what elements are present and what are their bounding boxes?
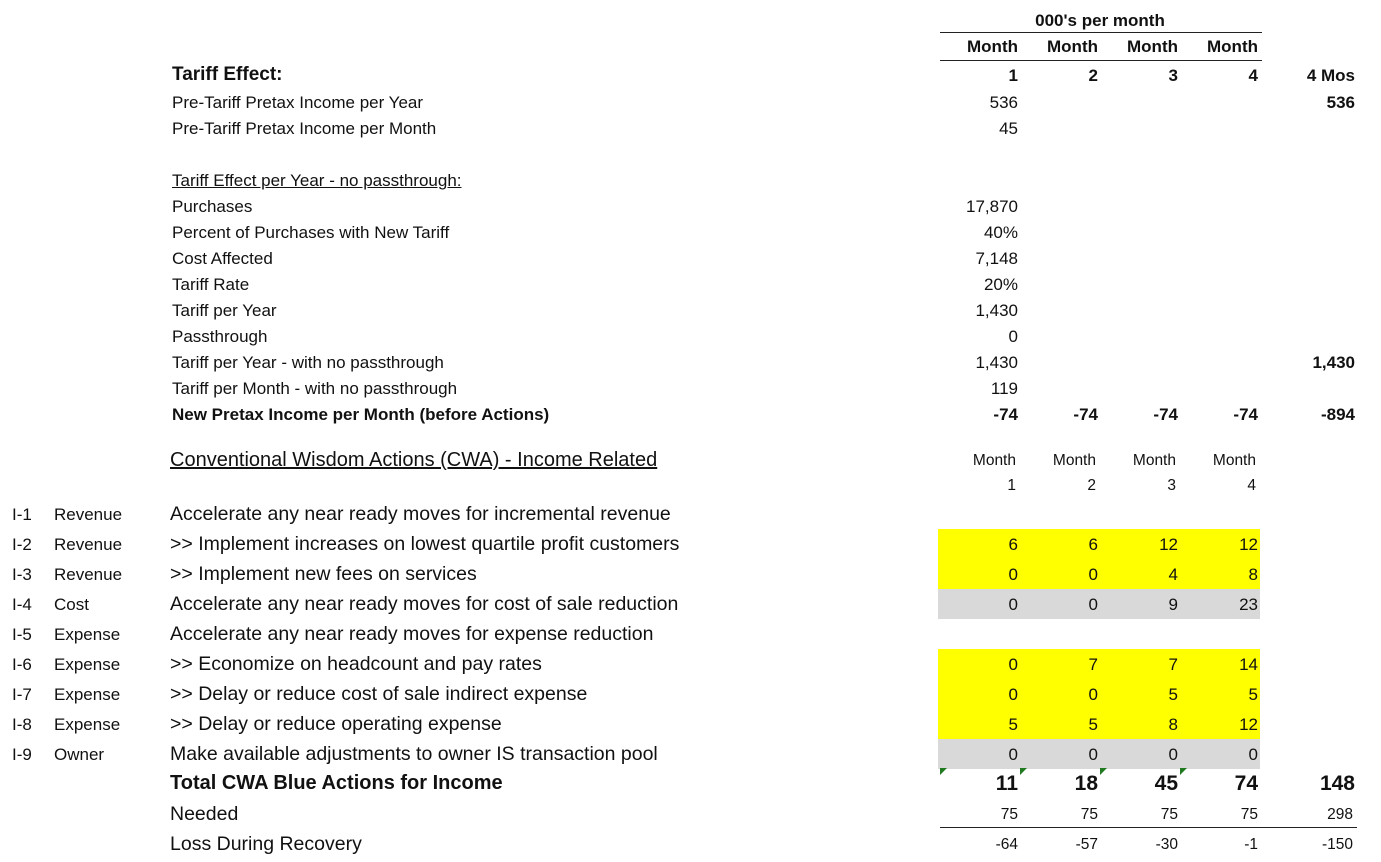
row-label: Pre-Tariff Pretax Income per Year: [172, 93, 424, 112]
action-id: I-4: [12, 595, 32, 614]
loss-divider: [940, 827, 1357, 828]
month-number-4: 4: [1248, 66, 1258, 85]
needed-cell: 75: [1080, 806, 1098, 823]
input-cell[interactable]: 0: [1008, 595, 1018, 614]
action-id: I-3: [12, 565, 32, 584]
action-category: Expense: [54, 655, 121, 674]
action-category: Revenue: [54, 535, 123, 554]
month-header-underline: [940, 60, 1262, 61]
needed-cell: 75: [1160, 806, 1178, 823]
input-cell[interactable]: 5: [1248, 685, 1258, 704]
cell-value: 536: [989, 93, 1018, 112]
new-pretax-label: New Pretax Income per Month (before Actions): [172, 405, 550, 424]
cwa-month-number-3: 3: [1167, 477, 1176, 494]
month-header-2: Month: [1047, 37, 1098, 56]
action-category: Revenue: [54, 565, 123, 584]
loss-cell: -1: [1244, 836, 1258, 853]
month-header-4: Month: [1207, 37, 1258, 56]
cell-value: 40%: [983, 223, 1018, 242]
cell-value: 0: [1008, 327, 1018, 346]
action-label: >> Delay or reduce cost of sale indirect expense: [170, 683, 588, 705]
input-cell[interactable]: 0: [1008, 565, 1018, 584]
input-cell[interactable]: 0: [1168, 745, 1178, 764]
action-id: I-6: [12, 655, 32, 674]
input-cell[interactable]: 8: [1168, 715, 1178, 734]
total-cell: 74: [1234, 772, 1258, 795]
group-header-label: 000's per month: [1035, 11, 1165, 30]
total-cell: 18: [1074, 772, 1098, 795]
input-cell[interactable]: 0: [1088, 745, 1098, 764]
action-label: Accelerate any near ready moves for cost of sale reduction: [170, 593, 679, 615]
month-number-3: 3: [1168, 66, 1178, 85]
needed-cell: 75: [1240, 806, 1258, 823]
input-cell[interactable]: 6: [1008, 535, 1018, 554]
input-cell[interactable]: 0: [1008, 745, 1018, 764]
loss-cell: -30: [1155, 836, 1178, 853]
cwa-month-header-1: Month: [972, 452, 1016, 469]
input-cell[interactable]: 0: [1008, 685, 1018, 704]
loss-cell: -57: [1075, 836, 1098, 853]
input-cell[interactable]: 12: [1159, 535, 1178, 554]
action-id: I-8: [12, 715, 32, 734]
row-label: Cost Affected: [172, 249, 273, 268]
cwa-month-header-4: Month: [1212, 452, 1256, 469]
cell-value: 7,148: [975, 249, 1018, 268]
row-label: Percent of Purchases with New Tariff: [172, 223, 450, 242]
input-cell[interactable]: 14: [1239, 655, 1258, 674]
action-id: I-1: [12, 505, 32, 524]
action-label: Make available adjustments to owner IS transaction pool: [170, 743, 658, 765]
action-id: I-9: [12, 745, 32, 764]
input-cell[interactable]: 0: [1088, 685, 1098, 704]
loss-cell: -150: [1321, 836, 1353, 853]
needed-label: Needed: [170, 803, 239, 825]
action-category: Expense: [54, 715, 121, 734]
month-header-1: Month: [967, 37, 1018, 56]
action-label: >> Economize on headcount and pay rates: [170, 653, 542, 675]
input-cell[interactable]: 12: [1239, 535, 1258, 554]
action-category: Expense: [54, 685, 121, 704]
row-label: Passthrough: [172, 327, 268, 346]
row-label: Purchases: [172, 197, 253, 216]
month-header-3: Month: [1127, 37, 1178, 56]
row-label: Pre-Tariff Pretax Income per Month: [172, 119, 437, 138]
needed-cell: 75: [1000, 806, 1018, 823]
cell-value: 1,430: [975, 301, 1018, 320]
row-label: Tariff per Month - with no passthrough: [172, 379, 458, 398]
action-id: I-7: [12, 685, 32, 704]
total-cell: 148: [1319, 772, 1355, 795]
cell-value: 20%: [983, 275, 1018, 294]
needed-cell: 298: [1327, 806, 1353, 823]
total-cell: 45: [1154, 772, 1178, 795]
cell-value: -74: [993, 405, 1018, 424]
row-label: Tariff per Year: [172, 301, 277, 320]
cell-value: 1,430: [975, 353, 1018, 372]
input-cell[interactable]: 7: [1088, 655, 1098, 674]
input-cell[interactable]: 4: [1168, 565, 1178, 584]
action-id: I-2: [12, 535, 32, 554]
action-label: >> Implement increases on lowest quartile profit customers: [170, 533, 680, 555]
total-cwa-label: Total CWA Blue Actions for Income: [170, 772, 503, 794]
cell-value: 45: [999, 119, 1018, 138]
input-cell[interactable]: 5: [1168, 685, 1178, 704]
month-number-1: 1: [1008, 66, 1018, 85]
row-label: Tariff Rate: [172, 275, 250, 294]
tariff-effect-title: Tariff Effect:: [172, 64, 283, 85]
cwa-month-number-1: 1: [1007, 477, 1016, 494]
cell-total: 1,430: [1312, 353, 1355, 372]
cell-value: -74: [1073, 405, 1098, 424]
cwa-month-number-2: 2: [1087, 477, 1096, 494]
action-label: >> Implement new fees on services: [170, 563, 477, 585]
input-cell[interactable]: 5: [1008, 715, 1018, 734]
input-cell[interactable]: 5: [1088, 715, 1098, 734]
input-cell[interactable]: 8: [1248, 565, 1258, 584]
cell-value: 119: [990, 379, 1018, 398]
action-category: Owner: [54, 745, 105, 764]
input-cell[interactable]: 9: [1168, 595, 1178, 614]
action-label: Accelerate any near ready moves for incremental revenue: [170, 503, 671, 525]
input-cell[interactable]: 12: [1239, 715, 1258, 734]
loss-label: Loss During Recovery: [170, 833, 362, 855]
action-label: >> Delay or reduce operating expense: [170, 713, 502, 735]
input-cell[interactable]: 23: [1239, 595, 1258, 614]
input-cell[interactable]: 7: [1168, 655, 1178, 674]
input-cell[interactable]: 6: [1088, 535, 1098, 554]
cwa-month-header-2: Month: [1052, 452, 1096, 469]
action-label: Accelerate any near ready moves for expense reduction: [170, 623, 654, 645]
action-category: Cost: [54, 595, 89, 614]
cwa-section-title: Conventional Wisdom Actions (CWA) - Income Related: [170, 449, 658, 471]
cwa-month-number-4: 4: [1247, 477, 1256, 494]
input-cell[interactable]: 0: [1088, 565, 1098, 584]
total-column-header: 4 Mos: [1306, 66, 1355, 85]
month-number-2: 2: [1088, 66, 1098, 85]
cell-value: -74: [1153, 405, 1178, 424]
row-label: Tariff per Year - with no passthrough: [172, 353, 444, 372]
total-cell: 11: [995, 772, 1018, 795]
cwa-month-header-3: Month: [1132, 452, 1176, 469]
cell-value: -74: [1233, 405, 1258, 424]
action-category: Expense: [54, 625, 121, 644]
tariff-section-label: Tariff Effect per Year - no passthrough:: [172, 171, 462, 190]
input-cell[interactable]: 0: [1008, 655, 1018, 674]
cell-total: -894: [1320, 405, 1355, 424]
action-category: Revenue: [54, 505, 123, 524]
action-id: I-5: [12, 625, 32, 644]
group-header-underline: [940, 32, 1262, 33]
loss-cell: -64: [995, 836, 1018, 853]
cell-total: 536: [1326, 93, 1355, 112]
cell-value: 17,870: [966, 197, 1018, 216]
input-cell[interactable]: 0: [1248, 745, 1258, 764]
input-cell[interactable]: 0: [1088, 595, 1098, 614]
